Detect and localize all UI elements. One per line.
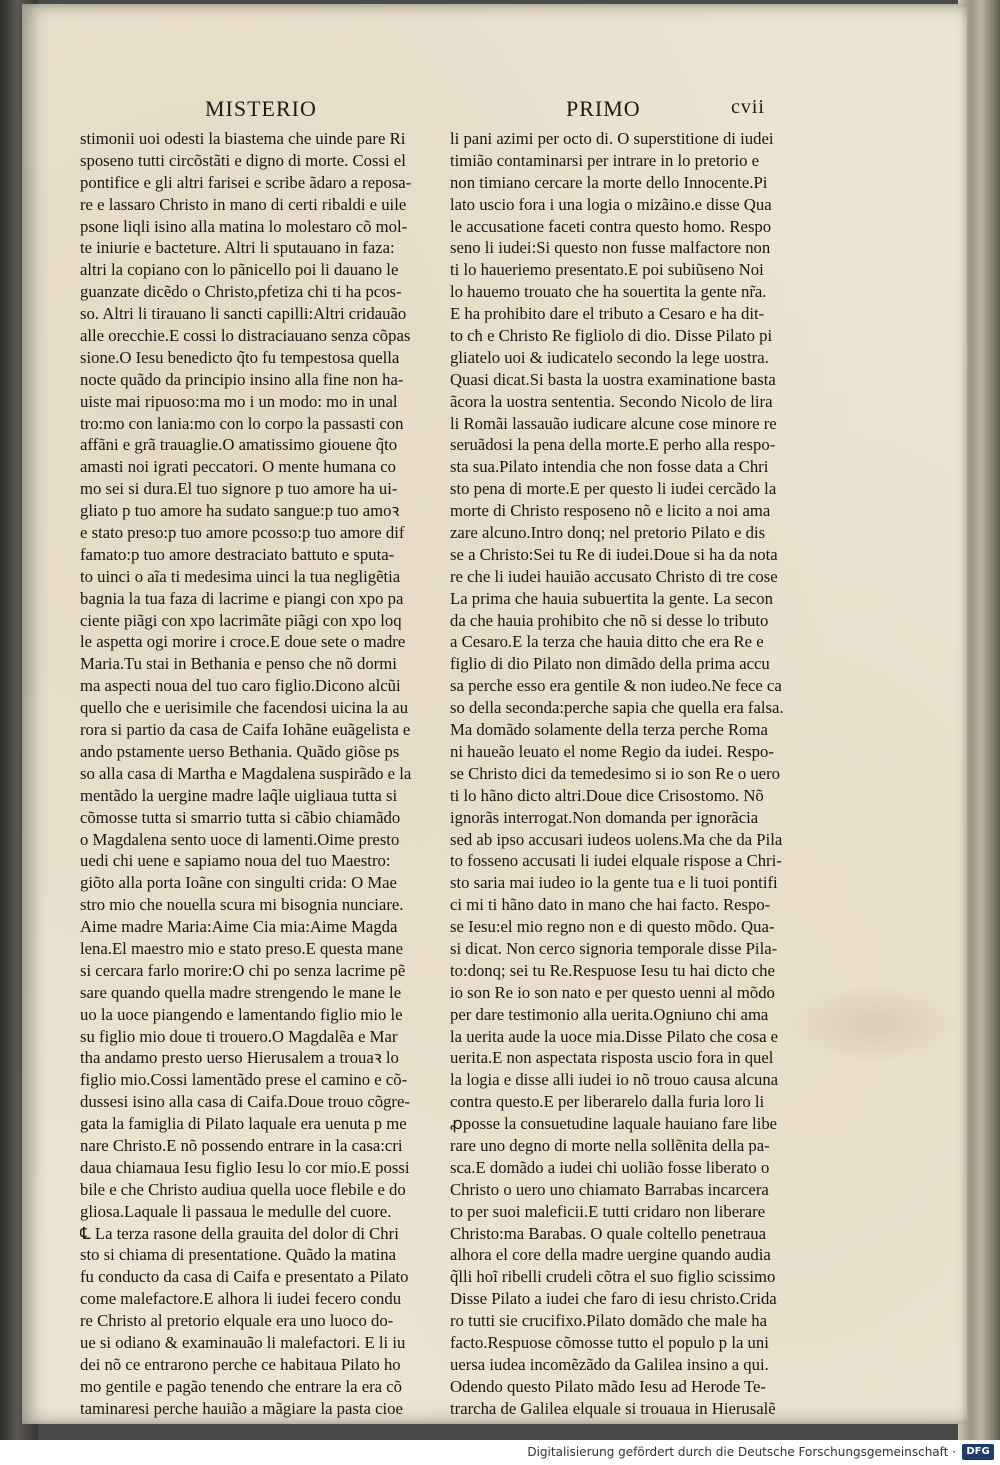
text-line: come malefactore.E alhora li iudei fecero condu — [80, 1289, 402, 1309]
text-line: gliatelo uoi & iudicatelo secondo la lege uostra. — [450, 347, 769, 367]
dfg-logo-icon: DFG — [962, 1444, 994, 1460]
text-line: uedi chi uene e sapiamo noua del tuo Maestro: — [80, 851, 391, 871]
text-line: se Iesu:el mio regno non e di questo mõdo. Qua- — [450, 917, 775, 937]
running-head-left: MISTERIO — [205, 96, 317, 121]
text-line: sed ab ipso accusari iudeos uolens.Ma che da Pila — [450, 829, 783, 849]
text-line: non timiano cercare la morte dello Innocente.Pi — [450, 172, 768, 192]
text-line: alhora el core della madre uergine quando audia — [450, 1245, 771, 1265]
text-line: ue si odiano & examinauão li malefactori. E li iu — [80, 1332, 406, 1352]
text-line: li pani azimi per octo di. O superstitione di iudei — [450, 129, 774, 148]
text-line: io son Re io son nato e per questo uenni al mõdo — [450, 982, 775, 1002]
text-line: mentãdo la uergine madre laq̃le uigliaua tutta si — [80, 785, 398, 805]
text-line: re e lassaro Christo in mano di certi ribaldi e uile — [80, 194, 407, 214]
text-line: uo la uoce piangendo e lamentando figlio mio le — [80, 1004, 403, 1024]
text-line: ti lo hãno dicto altri.Doue dice Crisostomo. Nõ — [450, 785, 764, 805]
text-line: zare alcuno.Intro donq; nel pretorio Pilato e dis — [450, 523, 766, 543]
text-line: pontifice e gli altri farisei e scribe ãdaro a reposa- — [80, 172, 412, 192]
text-line: a Cesaro.E la terza che hauia ditto che era Re e — [450, 632, 764, 652]
text-line: guanzate dicẽdo o Christo,pfetiza chi ti ha pcos- — [80, 282, 402, 302]
text-line: gliato p tuo amore ha sudato sangue:p tuo amoꝛ — [80, 501, 400, 521]
text-line: Disse Pilato a iudei che faro di iesu christo.Crida — [450, 1289, 777, 1309]
text-line: stimonii uoi odesti la biastema che uinde pare Ri — [80, 129, 406, 148]
text-line: gata la famiglia di Pilato laquale era uenuta p me — [80, 1114, 407, 1134]
text-line: figlio mio.Cossi lamentãdo prese el camino e cõ- — [80, 1070, 408, 1090]
text-line: to:donq; sei tu Re.Respuose Iesu tu hai dicto che — [450, 960, 775, 980]
text-line: sione.O Iesu benedicto q̃to fu tempestosa quella — [80, 347, 400, 367]
text-line: E ha prohibito dare el tributo a Cesaro e ha dit- — [450, 304, 765, 324]
text-line: fu conducto da casa di Caifa e presentato a Pilato — [80, 1267, 409, 1287]
text-line: se Christo dici da temedesimo si io son Re o uero — [450, 763, 780, 783]
text-line: so della seconda:perche sapia che quella era falsa. — [450, 698, 784, 718]
text-line: seruãdosi la pena della morte.E perho alla respo- — [450, 435, 776, 455]
text-line: sta sua.Pilato intendia che non fosse data a Chri — [450, 457, 769, 477]
text-line: quello che e uerisimile che facendosi uicina la au — [80, 698, 409, 718]
text-line: to uinci o aĩa ti medesima uinci la tua negligẽtia — [80, 566, 401, 586]
text-line: q̃lli hoĩ ribelli crudeli cõtra el suo figlio scissimo — [450, 1267, 776, 1287]
text-line: ci mi ti hãno dato in mano che hai facto. Respo- — [450, 895, 771, 915]
text-line: mo gentile e pagão tenendo che entrare la era cõ — [80, 1376, 402, 1396]
text-line: La prima che hauia subuertita la gente. La secon — [450, 588, 773, 608]
text-line: altri la copiano con lo pãnicello poi li dauano le — [80, 260, 399, 280]
text-line: o Magdalena sento uoce di lamenti.Oime presto — [80, 829, 400, 849]
running-head-center: PRIMO — [566, 96, 641, 121]
text-line: alle orecchie.E cossi lo distraciauano senza cõpas — [80, 326, 411, 346]
text-line: se a Christo:Sei tu Re di iudei.Doue si ha da nota — [450, 544, 778, 564]
text-line: sare quando quella madre strengendo le mane le — [80, 982, 402, 1002]
text-line: da che hauia prohibito che nõ si desse lo tributo — [450, 610, 769, 630]
text-line: re Christo al pretorio elquale era uno luoco do- — [80, 1311, 394, 1331]
text-line: daua chiamaua Iesu figlio Iesu lo cor mio.E possi — [80, 1157, 410, 1177]
text-line: ignorãs interrogat.Non domanda per ignorãcia — [450, 807, 759, 827]
text-line: le accusatione faceti contra questo homo. Respo — [450, 216, 772, 236]
text-line: tro:mo con lania:mo con lo corpo la passasti con — [80, 413, 404, 433]
folio-number: cvii — [731, 96, 765, 118]
text-line: per dare testimonio alla uerita.Ogniuno chi ama — [450, 1004, 769, 1024]
text-line: mo sei si dura.El tuo signore p tuo amore ha ui- — [80, 479, 398, 499]
text-line: Maria.Tu stai in Bethania e penso che nõ dormi — [80, 654, 397, 674]
text-line: dei nõ ce entrarono perche ce habitaua Pilato ho — [80, 1354, 401, 1374]
text-line: Ma domãdo solamente della terza perche Roma — [450, 720, 768, 740]
text-line: si cercara farlo morire:O chi po senza lacrime pẽ — [80, 960, 406, 980]
text-line: lo hauemo trouato che ha souertita la gente nr̃a. — [450, 282, 767, 302]
text-line: so alla casa di Martha e Magdalena suspirãdo e la — [80, 763, 412, 783]
text-line: sposeno tutti circõstãti e digno di morte. Cossi el — [80, 150, 406, 170]
text-line: Aime madre Maria:Aime Cia mia:Aime Magda — [80, 917, 398, 937]
text-line: seno li iudei:Si questo non fusse malfactore non — [450, 238, 771, 258]
text-line: rare uno degno di morte nella sollẽnita della pa- — [450, 1135, 770, 1155]
text-line: re che li iudei hauião accusato Christo di tre cose — [450, 566, 778, 586]
text-line: ciente piãgi con xpo lacrimãte piãgi con xpo loq — [80, 610, 402, 630]
text-line: rora si partio da casa de Caifa Iohãne euãgelista e — [80, 720, 411, 740]
text-line: stro mio che nouella scura mi bisognia nunciare. — [80, 895, 404, 915]
text-line: Quasi dicat.Si basta la uostra examinatione basta — [450, 369, 776, 389]
text-line: la logia e disse alli iudei io nõ trouo causa alcuna — [450, 1070, 779, 1090]
text-line: Christo:ma Barabas. O quale coltello penetraua — [450, 1223, 767, 1243]
text-line: la uerita aude la uoce mia.Disse Pilato che cosa e — [450, 1026, 779, 1046]
text-line: to fosseno accusati li iudei elquale rispose a Chri- — [450, 851, 782, 871]
text-line: famato:p tuo amore destraciato battuto e sputa- — [80, 544, 395, 564]
text-line: ma aspecti noua del tuo caro figlio.Dicono alcũi — [80, 676, 401, 696]
text-line: sto pena di morte.E per questo li iudei cercãdo la — [450, 479, 777, 499]
text-line: morte di Christo resposeno nõ e licito a noi ama — [450, 501, 771, 521]
text-line: so. Altri li tirauano li sancti capilli:Altri cridauão — [80, 304, 407, 324]
text-line: sa perche esso era gentile & non iudeo.Ne fece ca — [450, 676, 782, 696]
text-line: contra questo.E per liberarelo dalla furia loro li — [450, 1092, 765, 1112]
text-line: si dicat. Non cerco signoria temporale disse Pila- — [450, 938, 778, 958]
text-line: uiste mai ripuoso:ma mo i un modo: mo in unal — [80, 391, 398, 411]
text-line: facto.Respuose cõmosse tutto el populo p la uni — [450, 1332, 769, 1352]
text-line: sto saria mai iudeo io la gente tua e li tuoi pontifi — [450, 873, 778, 893]
text-line: figlio di dio Pilato non dimãdo della prima accu — [450, 654, 770, 674]
text-line: tha andamo presto uerso Hierusalem a trouaꝛ lo — [80, 1048, 399, 1068]
text-line: ni haueão leuato el nome Regio da iudei. Respo- — [450, 741, 774, 761]
text-line: to per suoi maleficii.E tutti cridaro non liberare — [450, 1201, 766, 1221]
text-line: Christo o uero uno chiamato Barrabas incarcera — [450, 1179, 769, 1199]
text-column-right — [450, 128, 802, 1420]
text-line: ro tutti sie crucifixo.Pilato domãdo che male ha — [450, 1311, 767, 1331]
text-line: to cħ e Christo Re figliolo di dio. Disse Pilato pi — [450, 326, 773, 346]
text-line: li Romãi lassauão iudicare alcune cose minore re — [450, 413, 777, 433]
page-stain — [792, 984, 962, 1064]
text-line: lena.El maestro mio e stato preso.E questa mane — [80, 938, 403, 958]
funding-credit: Digitalisierung gefördert durch die Deutsche Forschungsgemeinschaft · — [527, 1445, 956, 1459]
text-line: ℄ La terza rasone della grauita del dolor di Chri — [80, 1223, 399, 1243]
text-line: cõmosse tutta si smarrio tutta si cãbio chiamãdo — [80, 807, 401, 827]
text-line: su figlio mio doue ti trouero.O Magdalẽa e Mar — [80, 1026, 398, 1046]
text-line: nocte quãdo da principio insino alla fine non ha- — [80, 369, 404, 389]
text-line: ando pstamente uerso Bethania. Quãdo giõse ps — [80, 741, 400, 761]
text-column-left — [80, 128, 436, 1420]
text-line: ãcora la uostra sententia. Secondo Nicolo de lira — [450, 391, 773, 411]
text-line: amasti noi igrati peccatori. O mente humana co — [80, 457, 397, 477]
text-line: uersa iudea incomẽzãdo da Galilea insino a qui. — [450, 1354, 769, 1374]
text-line: uerita.E non aspectata risposta uscio fora in quel — [450, 1048, 774, 1068]
text-line: sto si chiama di presentatione. Quãdo la matina — [80, 1245, 397, 1265]
text-line: ti lo haueriemo presentato.E poi subiũseno Noi — [450, 260, 764, 280]
text-line: lato uscio fora i una logia o mizãino.e disse Qua — [450, 194, 772, 214]
text-line: e stato preso:p tuo amore pcosso:p tuo amore dif — [80, 523, 405, 543]
text-line: sca.E domãdo a iudei chi uolião fosse liberato o — [450, 1157, 770, 1177]
text-line: Odendo questo Pilato mãdo Iesu ad Herode Te- — [450, 1376, 766, 1396]
text-line: bagnia la tua faza di lacrime e piangi con xpo pa — [80, 588, 404, 608]
text-line: bile e che Christo audiua quella uoce flebile e do — [80, 1179, 406, 1199]
text-line: timião contaminarsi per intrare in lo pretorio e — [450, 150, 760, 170]
text-line: nare Christo.E nõ possendo entrare in la casa:cri — [80, 1135, 403, 1155]
text-line: dussesi isino alla casa di Caifa.Doue trouo cõgre- — [80, 1092, 410, 1112]
digitization-footer — [0, 1440, 1000, 1465]
text-line: taminaresi perche hauião a mãgiare la pasta cioe — [80, 1398, 403, 1418]
text-line: te iniurie e bacteture. Altri li sputauano in faza: — [80, 238, 395, 258]
text-line: ꝓposse la consuetudine laquale hauiano fare libe — [450, 1114, 778, 1134]
text-line: gliosa.Laquale li passaua le medulle del cuore. — [80, 1201, 392, 1221]
text-line: le aspetta ogi morire i croce.E doue sete o madre — [80, 632, 406, 652]
text-line: trarcha de Galilea elquale si trouaua in Hierusalẽ — [450, 1398, 776, 1418]
text-line: affãni e grã trauaglie.O amatissimo giouene q̃to — [80, 435, 398, 455]
text-line: psone liqli isino alla matina lo molestaro cõ mol- — [80, 216, 408, 236]
text-line: giõto alla porta Ioãne con singulti crida: O Mae — [80, 873, 397, 893]
